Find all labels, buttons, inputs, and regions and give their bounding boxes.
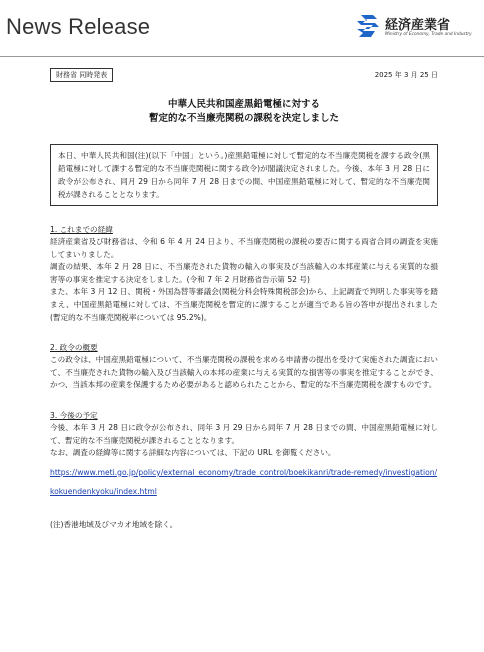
summary-box: 本日、中華人民共和国(注)(以下「中国」という。)産黒鉛電極に対して暫定的な不当廉売関税を課する政令(黒鉛電極に対して課する暫定的な不当廉売関税に関する政令)が閣議決定されました。今後、本年 3 月 28 日に政令が公布され、同月 29 日から同年 7 月 28 日までの間、中国産黒鉛電極に対して、暫定的な不当廉売関税が課されることとなります。 (50, 144, 438, 206)
ministry-name: 経済産業省 (385, 18, 451, 33)
section-future-schedule (50, 410, 438, 499)
section-paragraph: 経済産業省及び財務省は、令和 6 年 4 月 24 日より、不当廉売関税の課税の要否に関する両省合同の調査を実施してまいりました。 (50, 237, 438, 259)
section-background (50, 224, 438, 324)
ministry-name-english: Ministry of Economy, Trade and Industry (385, 32, 472, 37)
news-release-title: News Release (6, 14, 151, 39)
meti-logo-icon (357, 12, 379, 40)
section-ordinance-outline (50, 342, 438, 392)
section-paragraph: 今後、本年 3 月 28 日に政令が公布され、同年 3 月 29 日から同年 7 月 28 日までの間、中国産黒鉛電極に対して、暫定的な不当廉売関税が課されることとなります。 (50, 422, 438, 445)
title-line-2: 暫定的な不当廉売関税の課税を決定しました (148, 113, 339, 124)
meti-logo (357, 10, 479, 46)
section-heading: 3. 今後の予定 (50, 410, 98, 420)
joint-issuer-box: 財務省 同時発表 (50, 68, 113, 82)
title-line-1: 中華人民共和国産黒鉛電極に対する (167, 99, 320, 110)
release-meta (50, 68, 438, 82)
footnote: (注)香港地域及びマカオ地域を除く。 (50, 519, 178, 529)
investigation-details-link[interactable]: https://www.meti.go.jp/policy/external_economy/trade_control/boekikanri/trade-remedy/investigation/kokuendenkyoku/index.html (50, 467, 438, 497)
section-heading: 1. これまでの経緯 (50, 225, 113, 234)
page-header (0, 0, 484, 62)
release-date: 2025 年 3 月 25 日 (374, 71, 438, 79)
section-paragraph: なお、調査の経緯等に関する詳細な内容については、下記の URL を御覧ください。 (50, 448, 336, 458)
section-paragraph: この政令は、中国産黒鉛電極について、不当廉売関税の課税を求める申請書の提出を受けて実施された調査において、不当廉売された貨物の輸入及び当該輸入の本邦の産業に与える実質的な損害等の事実を推定することができ、かつ、当該本邦の産業を保護するため必要があると認められたことから、暫定的な不当廉売関税を課すものです。 (50, 355, 438, 390)
release-title (50, 98, 438, 126)
section-heading: 2. 政令の概要 (50, 343, 98, 353)
section-paragraph: また、本年 3 月 12 日、関税・外国為替等審議会(関税分科会特殊関税部会)から、上記調査で判明した事実等を踏まえ、中国産黒鉛電極に対しては、不当廉売関税を暫定的に課することが適当である旨の答申が提出されました(暫定的な不当廉売関税率については 95.2%)。 (50, 287, 438, 322)
section-paragraph: 調査の結果、本年 2 月 28 日に、不当廉売された貨物の輸入の事実及び当該輸入の本邦産業に与える実質的な損害等の事実を推定する決定をしました。(令和 7 年 2 月財務省告示第 52 号) (50, 262, 438, 284)
release-body (50, 68, 438, 531)
header-divider (0, 56, 484, 57)
